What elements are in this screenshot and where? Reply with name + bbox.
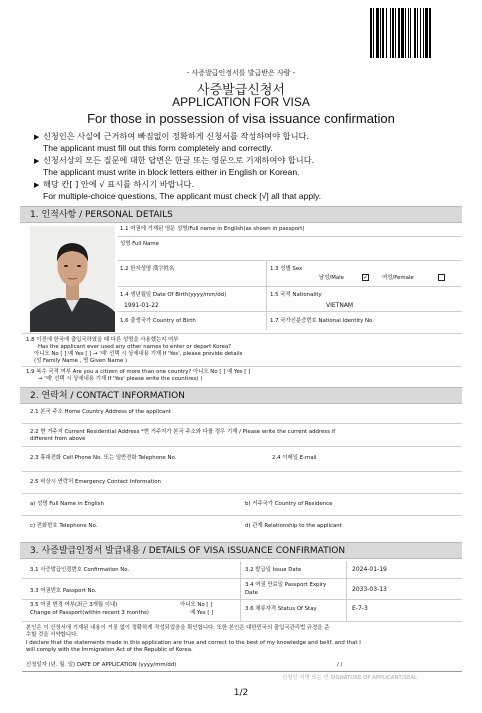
form-title-subtitle: For those in possession of visa issuance confirmation xyxy=(87,111,395,126)
value-nationality[interactable]: VIETNAM xyxy=(326,302,354,309)
declaration-ko-2: 수할 것을 서약합니다. xyxy=(26,632,79,638)
label-emergency-relationship: d) 관계 Relationship to the applicant xyxy=(245,523,342,529)
declaration-ko: 본인은 이 신청서에 기재된 내용이 거짓 없이 정확하게 작성되었음을 확인합니다. 또한 본인은 대한민국의 출입국관리법 규정을 준 xyxy=(26,625,330,631)
section-personal-details-header: 1. 인적사항 / PERSONAL DETAILS xyxy=(20,206,462,223)
declaration-en-2: will comply with the Immigration Act of the Republic of Korea. xyxy=(26,647,193,653)
section-contact-header: 2. 연락처 / CONTACT INFORMATION xyxy=(20,387,462,404)
label-issue-date: 3.2 발급일 Issue Date xyxy=(245,567,302,573)
form-title-english: APPLICATION FOR VISA xyxy=(172,95,310,109)
label-multiple-citizenship: 1.9 복수 국적 여부 Are you a citizen of more than one country? 아니오 No [ ] 예 Yes [ ] xyxy=(26,369,251,375)
label-sex: 1.3 성별 Sex xyxy=(270,266,303,272)
option-passport-change-no[interactable]: 아니오 No [ ] xyxy=(180,602,213,608)
label-other-names-options: 아니오 No [ ] 예 Yes [ ] → '예' 선택 시 상세내용 기재 If 'Yes', please provide details xyxy=(34,351,243,357)
label-passport-change-en: Change of Passport(within recent 3 months) xyxy=(30,610,149,616)
value-passport-expiry[interactable]: 2033-03-13 xyxy=(352,586,387,593)
form-subtitle: - 사증발급인정서를 발급받은 사람 - xyxy=(186,69,296,77)
label-confirmation-no: 3.1 사증발급인정번호 Confirmation No. xyxy=(30,567,130,573)
page-number: 1/2 xyxy=(233,688,249,698)
label-country-of-birth: 1.6 출생국가 Country of Birth xyxy=(120,318,196,324)
value-status-of-stay[interactable]: E-7-3 xyxy=(352,605,368,612)
barcode-image xyxy=(370,8,458,58)
label-passport-no: 3.3 여권번호 Passport No. xyxy=(30,588,97,594)
label-full-name-passport: 1.1 여권에 기재된 영문 성명/Full name in English(as shown in passport) xyxy=(120,226,305,232)
checkbox-female[interactable] xyxy=(438,274,445,281)
checkbox-male[interactable]: ✓ xyxy=(363,274,369,281)
section-visa-confirmation-header: 3. 사증발급인정서 발급내용 / DETAILS OF VISA ISSUANCE CONFIRMATION xyxy=(20,542,462,559)
label-emergency-country: b) 거주국가 Country of Residence xyxy=(245,501,333,507)
label-status-of-stay: 3.6 체류자격 Status Of Stay xyxy=(245,606,317,612)
label-sex-female: 여성/Female xyxy=(382,275,414,281)
label-passport-expiry-2: Date xyxy=(245,590,258,596)
instruction-3: ▶ 해당 칸[ ] 안에 √ 표시를 하시기 바랍니다. For multiple-choice questions, The applicant must check [√] all that apply. xyxy=(34,179,322,201)
applicant-photo xyxy=(30,226,115,332)
label-current-address-2: different from above xyxy=(30,436,86,442)
label-chinese-name: 1.2 한자성명 漢字姓名 xyxy=(120,266,175,272)
label-date-of-birth: 1.4 생년월일 Date Of Birth(yyyy/mm/dd) xyxy=(120,292,227,298)
label-national-id: 1.7 국가신분증번호 National Identity No. xyxy=(270,318,374,324)
signature-label[interactable]: 신청인 서명 또는 인 SIGNATURE OF APPLICANT/SEAL xyxy=(282,675,418,681)
declaration-en: I declare that the statements made in this application are true and correct to the best of my knowledge and belif, and that I xyxy=(26,640,361,646)
label-phone: 2.3 휴대전화 Cell Phone No. 또는 일반전화 Telephone No. xyxy=(30,455,177,461)
label-full-name: 성명 Full Name xyxy=(120,241,159,247)
label-multiple-citizenship-details: → '예' 선택 시 상세내용 기재 If 'Yes' please write the countires( ) xyxy=(38,376,203,382)
application-date-separators: / / xyxy=(337,662,343,668)
form-title-korean: 사증발급신청서 xyxy=(197,83,285,98)
label-passport-change: 3.5 여권 변경 여부(최근 3개월 이내) xyxy=(30,602,118,608)
label-emergency-contact: 2.5 비상시 연락처 Emergency Contact Information xyxy=(30,479,161,485)
label-nationality: 1.5 국적 Nationality xyxy=(270,292,322,298)
label-application-date: 신청일자 (년. 월. 일) DATE OF APPLICATION (yyyy/mm/dd) xyxy=(26,662,177,668)
label-sex-male: 남성/Male xyxy=(319,275,344,281)
instruction-2: ▶ 신청서상의 모든 질문에 대한 답변은 한글 또는 영문으로 기재하여야 합니다. The applicant must write in block letters either in English or Korean. xyxy=(34,155,315,177)
label-email: 2.4 이메일 E-mail xyxy=(272,455,317,461)
label-home-address: 2.1 본국 주소 Home Country Address of the applicant xyxy=(30,409,171,415)
label-other-names-q-en: Has the applicant ever used any other names to enter or depart Korea? xyxy=(38,344,232,350)
value-issue-date[interactable]: 2024-01-19 xyxy=(352,566,387,573)
label-emergency-name: a) 성명 Full Name in English xyxy=(30,501,104,507)
instruction-1: ▶ 신청인은 사실에 근거하여 빠짐없이 정확하게 신청서를 작성하여야 합니다. The applicant must fill out this form completely and correctly. xyxy=(34,131,310,153)
option-passport-change-yes[interactable]: 예 Yes [ ] xyxy=(190,610,214,616)
label-other-names-details: (성 Family Name , 명 Given Name ) xyxy=(34,358,128,364)
label-emergency-phone: c) 전화번호 Telephone No. xyxy=(30,523,98,529)
label-current-address: 2.2 현 거주지 Current Residential Address *현 거주지가 본국 주소와 다를 경우 기재 / Please write the current address if xyxy=(30,429,336,435)
label-other-names-q: 1.8 이전에 한국에 출입국하였을 때 다른 성명을 사용했는지 여부 xyxy=(26,337,179,343)
value-date-of-birth[interactable]: 1991-01-22 xyxy=(124,302,159,309)
label-passport-expiry: 3.4 여권 만료일 Passport Expiry xyxy=(245,582,327,588)
